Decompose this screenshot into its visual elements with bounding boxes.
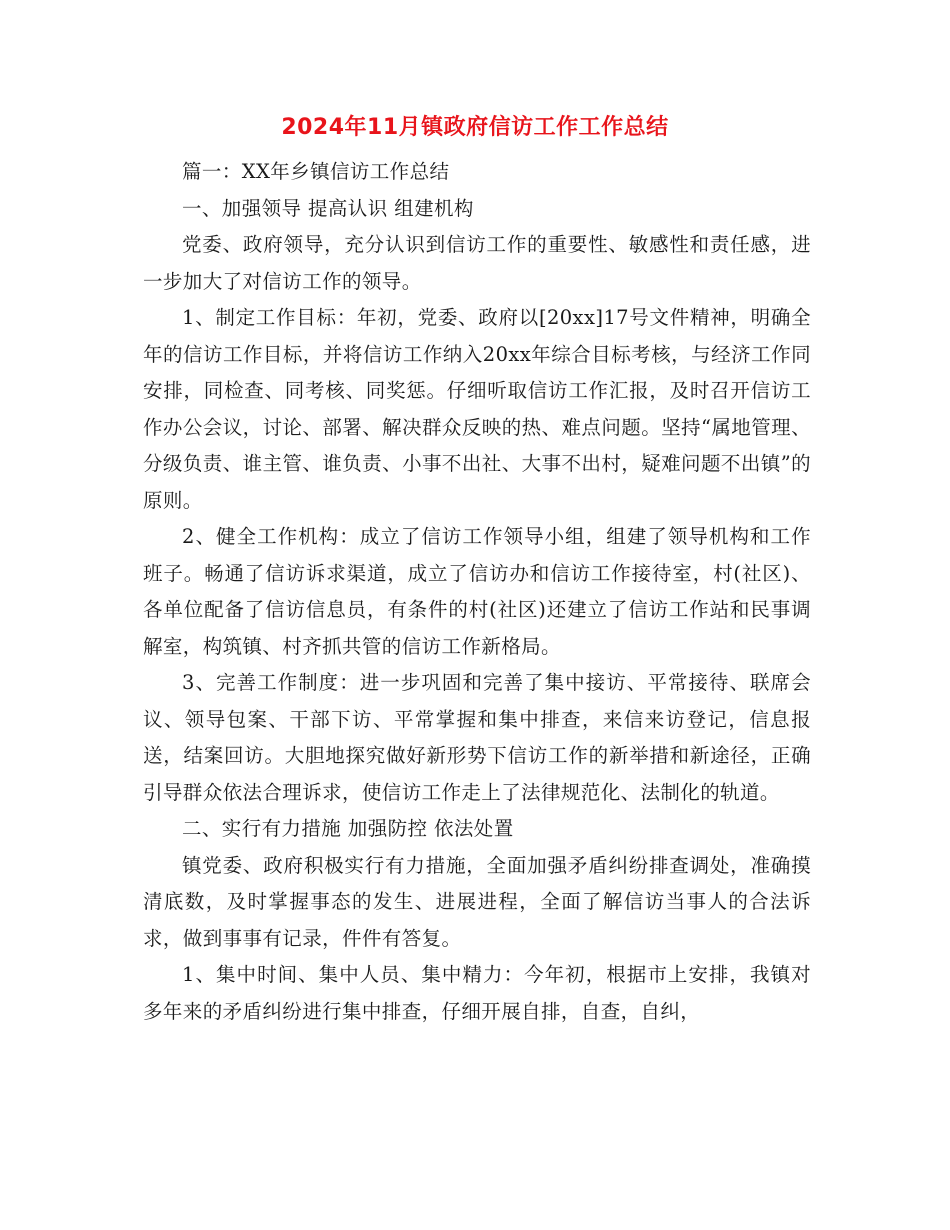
subsection-heading: 一、加强领导 提高认识 组建机构 (182, 196, 474, 220)
document-body (143, 154, 811, 1030)
paragraph: 1、集中时间、集中人员、集中精力：今年初，根据市上安排，我镇对多年来的矛盾纠纷进行集中排查，仔细开展自排，自查，自纠， (143, 963, 811, 1023)
paragraph: 镇党委、政府积极实行有力措施，全面加强矛盾纠纷排查调处，准确摸清底数，及时掌握事态的发生、进展进程，全面了解信访当事人的合法诉求，做到事事有记录，件件有答复。 (143, 853, 811, 950)
paragraph: 3、完善工作制度：进一步巩固和完善了集中接访、平常接待、联席会议、领导包案、干部下访、平常掌握和集中排查，来信来访登记，信息报送，结案回访。大胆地探究做好新形势下信访工作的新举措和新途径，正确引导群众依法合理诉求，使信访工作走上了法律规范化、法制化的轨道。 (143, 671, 811, 804)
paragraph: 2、健全工作机构：成立了信访工作领导小组，组建了领导机构和工作班子。畅通了信访诉求渠道，成立了信访办和信访工作接待室，村(社区)、各单位配备了信访信息员，有条件的村(社区)还建立了信访工作站和民事调解室，构筑镇、村齐抓共管的信访工作新格局。 (143, 525, 811, 658)
paragraph: 党委、政府领导，充分认识到信访工作的重要性、敏感性和责任感，进一步加大了对信访工作的领导。 (143, 233, 811, 293)
document-title: 2024年11月镇政府信访工作工作总结 (281, 115, 669, 140)
subsection-heading: 二、实行有力措施 加强防控 依法处置 (182, 817, 514, 840)
paragraph: 1、制定工作目标：年初，党委、政府以[20xx]17号文件精神，明确全年的信访工作目标，并将信访工作纳入20xx年综合目标考核，与经济工作同安排，同检查、同考核、同奖惩。仔细听取信访工作汇报，及时召开信访工作办公会议，讨论、部署、解决群众反映的热、难点问题。坚持“属地管理、分级负责、谁主管、谁负责、小事不出社、大事不出村，疑难问题不出镇”的原则。 (143, 306, 811, 512)
section-heading: 篇一：XX年乡镇信访工作总结 (182, 160, 450, 183)
